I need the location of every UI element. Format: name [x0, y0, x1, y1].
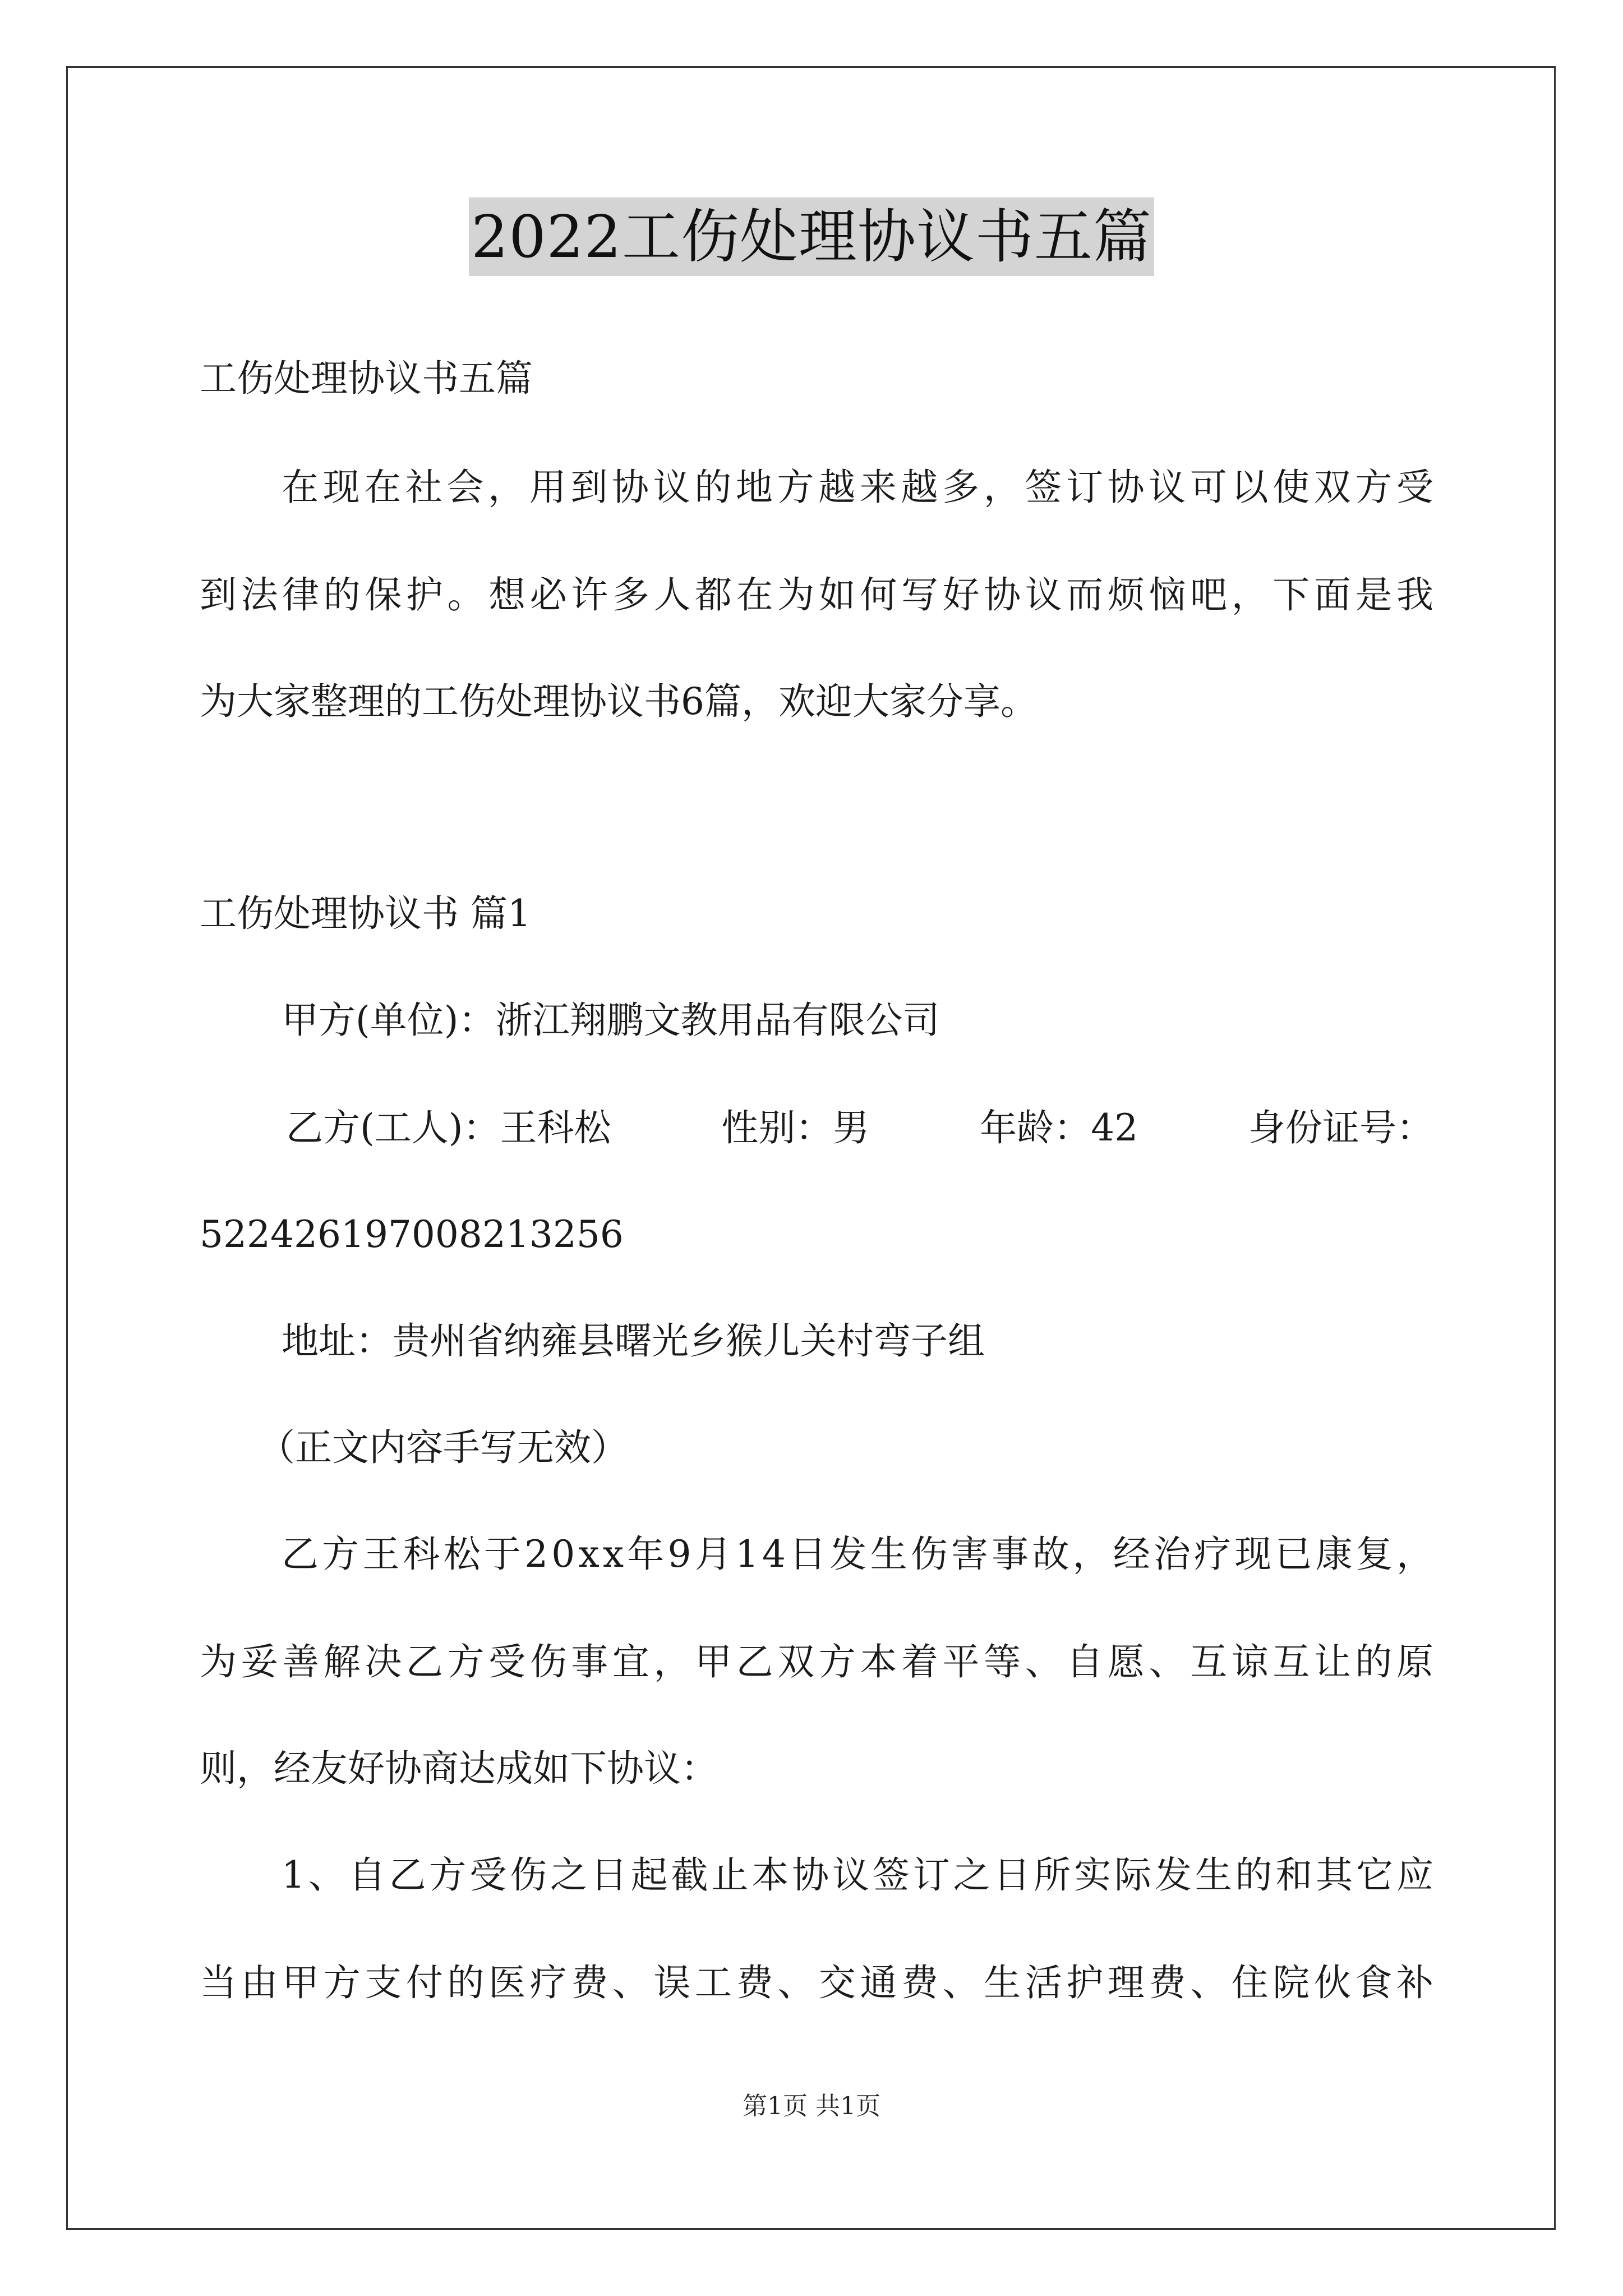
body-line-2: 为妥善解决乙方受伤事宜，甲乙双方本着平等、自愿、互谅互让的原: [200, 1640, 1438, 1683]
body-line-1: 乙方王科松于20xx年9月14日发生伤害事故，经治疗现已康复，: [282, 1533, 1437, 1576]
party-b-name: 乙方(工人)：王科松: [286, 1106, 611, 1149]
body-line-4: 1、自乙方受伤之日起截止本协议签订之日所实际发生的和其它应: [282, 1853, 1437, 1897]
document-title: 2022工伤处理协议书五篇: [469, 197, 1154, 276]
page-footer: 第1页 共1页: [743, 2092, 880, 2120]
party-b-line: [286, 1103, 1433, 1153]
body-line-5: 当由甲方支付的医疗费、误工费、交通费、生活护理费、住院伙食补: [200, 1961, 1438, 2004]
intro-line-3: 为大家整理的工伤处理协议书6篇，欢迎大家分享。: [200, 680, 1038, 723]
document-subtitle: 工伤处理协议书五篇: [200, 357, 533, 400]
party-b-id-label: 身份证号：: [1248, 1106, 1433, 1149]
party-a-line: 甲方(单位)：浙江翔鹏文教用品有限公司: [282, 999, 940, 1042]
party-b-gender: 性别：男: [721, 1106, 870, 1149]
party-b-age: 年龄：42: [980, 1106, 1138, 1149]
intro-line-2: 到法律的保护。想必许多人都在为如何写好协议而烦恼吧，下面是我: [200, 573, 1438, 616]
handwriting-note: （正文内容手写无效）: [258, 1426, 628, 1469]
section-heading: 工伤处理协议书 篇1: [200, 892, 531, 935]
intro-line-1: 在现在社会，用到协议的地方越来越多，签订协议可以使双方受: [282, 466, 1438, 509]
body-line-3: 则，经友好协商达成如下协议：: [200, 1747, 718, 1790]
title-container: [0, 197, 1623, 276]
address-line: 地址：贵州省纳雍县曙光乡猴儿关村弯子组: [282, 1319, 985, 1363]
id-number: 522426197008213256: [200, 1213, 624, 1256]
